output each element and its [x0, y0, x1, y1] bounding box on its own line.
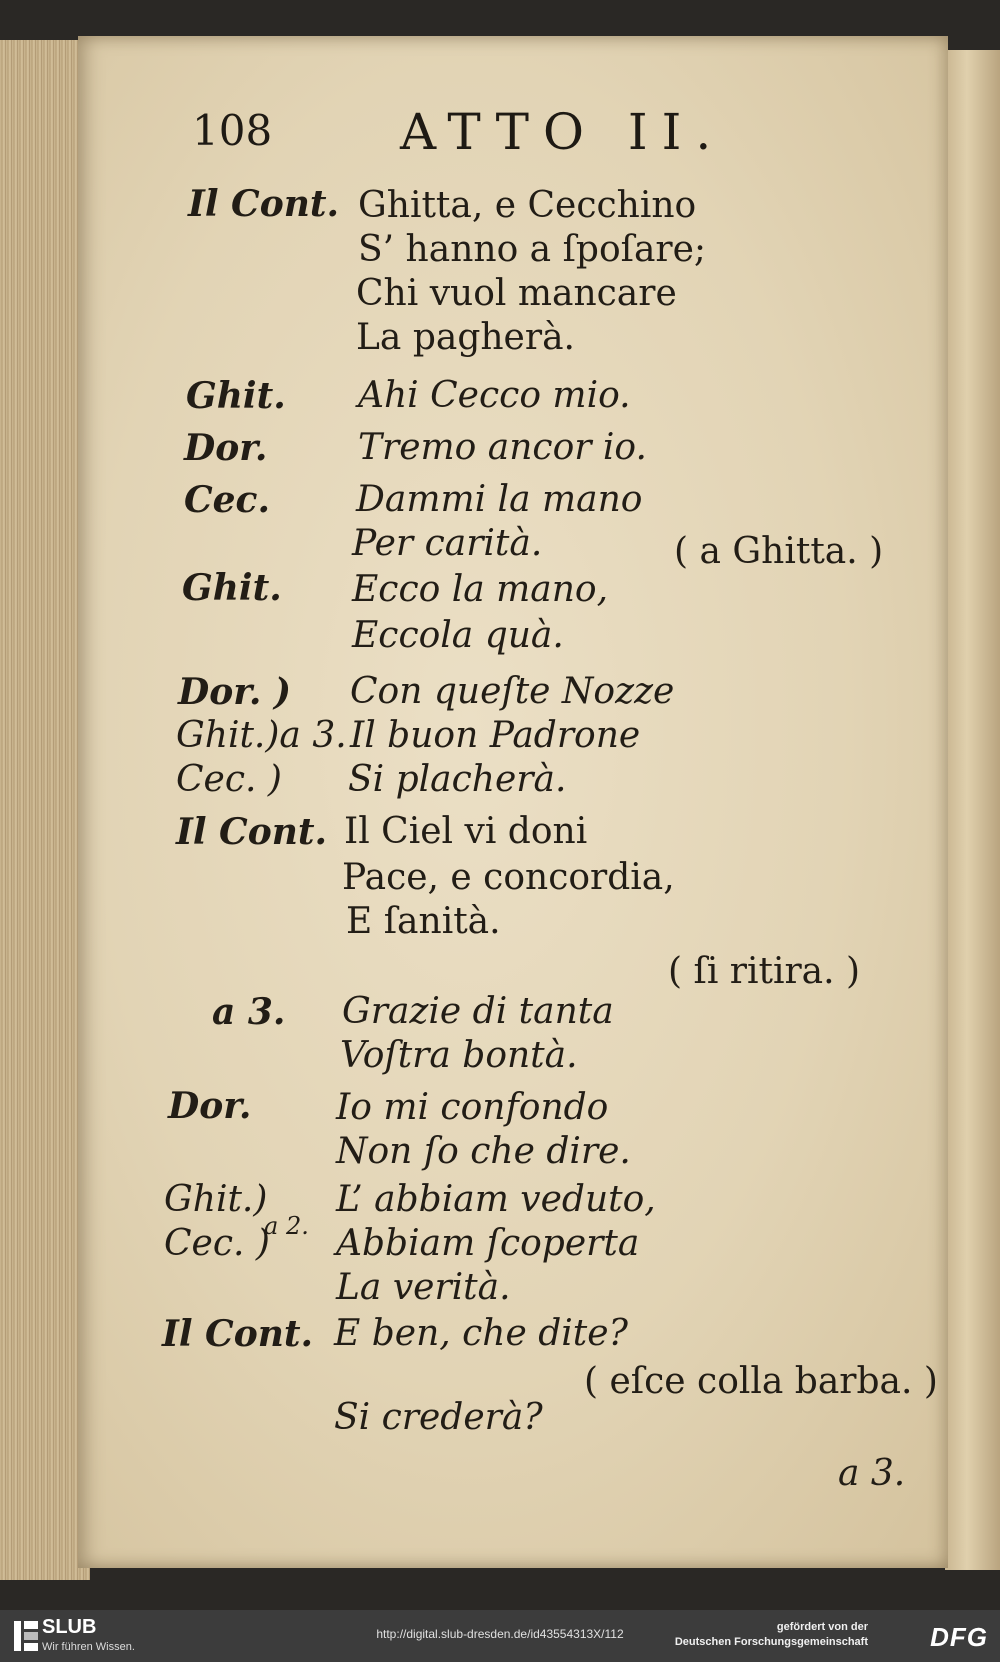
slub-brand[interactable]: SLUB: [42, 1616, 97, 1638]
speaker-label: Cec.: [184, 479, 271, 521]
speaker-label: Cec. ): [164, 1223, 270, 1264]
viewer-footer-bar: [0, 1610, 1000, 1662]
verse-line: Voſtra bontà.: [340, 1035, 578, 1076]
page-number: 108: [192, 106, 273, 155]
speaker-label: Il Cont.: [176, 811, 328, 853]
verse-line: E ſanità.: [346, 901, 501, 942]
ensemble-marker: a 2.: [264, 1212, 309, 1240]
verse-line: Per carità.: [352, 523, 543, 564]
verse-line: Ecco la mano,: [352, 569, 609, 610]
stage-direction: ( a Ghitta. ): [674, 531, 884, 572]
verse-line: S’ hanno a ſpoſare;: [358, 229, 707, 270]
verse-line: Con queſte Nozze: [350, 671, 675, 712]
speaker-label: Ghit.)a 3.: [176, 715, 347, 756]
running-head: ATTO II.: [400, 103, 726, 161]
verse-line: La verità.: [336, 1267, 511, 1308]
stage-direction: ( eſce colla barba. ): [584, 1361, 938, 1402]
verse-line: Il Ciel vi doni: [344, 811, 588, 852]
verse-line: Non ſo che dire.: [336, 1131, 631, 1172]
dfg-logo[interactable]: DFG: [930, 1622, 988, 1652]
permalink-url[interactable]: http://digital.slub-dresden.de/id43554313X/112: [376, 1627, 624, 1641]
verse-line: Chi vuol mancare: [356, 273, 677, 314]
speaker-label: a 3.: [212, 991, 286, 1033]
stage-direction: ( ſi ritira. ): [668, 951, 861, 992]
speaker-label: Il Cont.: [162, 1313, 314, 1355]
verse-line: Si crederà?: [334, 1397, 543, 1438]
speaker-label: Il Cont.: [188, 183, 340, 225]
verse-line: Ahi Cecco mio.: [358, 375, 631, 416]
speaker-label: Cec. ): [176, 759, 282, 800]
catchword: a 3.: [838, 1453, 906, 1494]
facing-page-edge: [945, 50, 1000, 1570]
verse-line: E ben, che dite?: [334, 1313, 628, 1354]
funding-line-1: gefördert von der: [776, 1621, 868, 1633]
speaker-label: Dor. ): [178, 671, 291, 713]
speaker-label: Ghit.: [186, 375, 286, 417]
verse-line: Abbiam ſcoperta: [336, 1223, 640, 1264]
speaker-label: Dor.: [184, 427, 268, 469]
verse-line: Il buon Padrone: [350, 715, 641, 756]
verse-line: Ghitta, e Cecchino: [358, 185, 697, 226]
funding-line-2: Deutschen Forschungsgemeinschaft: [674, 1636, 868, 1648]
verse-line: Tremo ancor io.: [358, 427, 647, 468]
speaker-label: Ghit.): [164, 1179, 268, 1220]
verse-line: Eccola quà.: [352, 615, 564, 656]
verse-line: Dammi la mano: [356, 479, 643, 520]
verse-line: Pace, e concordia,: [342, 857, 675, 898]
verse-line: Io mi confondo: [336, 1087, 609, 1128]
verse-line: Si placherà.: [348, 759, 567, 800]
verse-line: La pagherà.: [356, 317, 575, 358]
verse-line: Grazie di tanta: [342, 991, 614, 1032]
slub-tagline: Wir führen Wissen.: [42, 1641, 135, 1653]
speaker-label: Ghit.: [182, 567, 282, 609]
speaker-label: Dor.: [168, 1085, 252, 1127]
verse-line: L’ abbiam veduto,: [336, 1179, 656, 1220]
book-page-edges: [0, 40, 90, 1580]
funding-note: [675, 1620, 868, 1650]
